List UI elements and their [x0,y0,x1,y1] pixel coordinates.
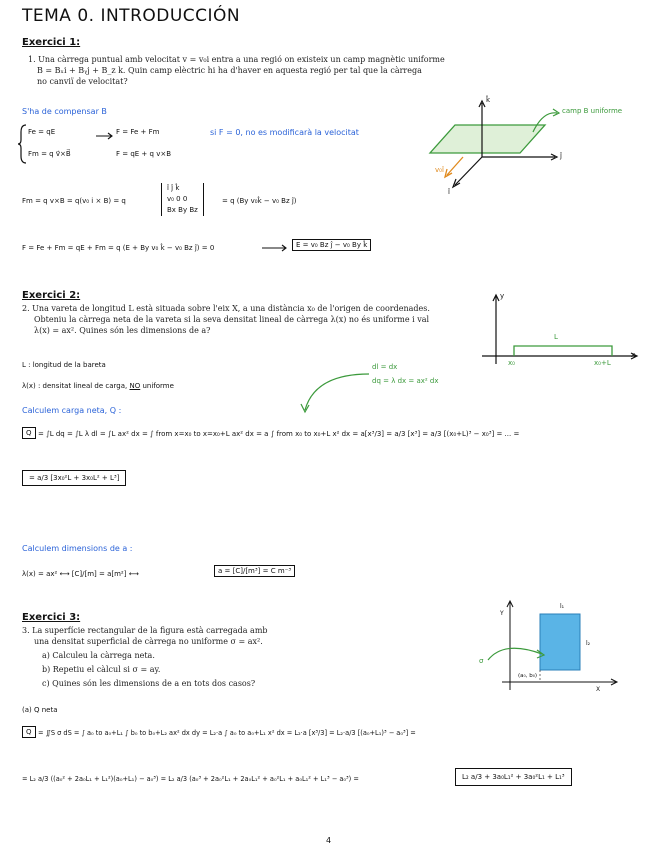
rod-length-label: L [554,333,558,341]
green-arrow-icon [295,370,375,415]
determinant-row: Bx By Bz [167,206,198,214]
exercise-3-item: c) Quines són les dimensions de a en tots dos casos? [42,679,256,688]
rod-figure [478,292,643,372]
surface-charge-equation: = ∬S σ dS = ∫ a₀ to a₀+L₁ ∫ b₀ to b₀+L₂ ax² dx dy = L₂·a ∫ a₀ to a₀+L₁ x² dx = L₂·a [x³/3] = L₂·a/3 [(a₀+L₁)³ − a₀³] = [38,729,416,737]
determinant-row: v₀ 0 0 [167,195,188,203]
surface-charge-expansion: = L₂ a/3 ((a₀² + 2a₀L₁ + L₁²)(a₀+L₁) − a₀³) = L₂ a/3 (a₀³ + 2a₀²L₁ + 2a₀L₁² + a₀²L₁ + a₀L₁² + L₁³ − a₀³) = [22,775,359,783]
page-title: TEMA 0. INTRODUCCIÓN [22,6,241,26]
density-definition-text: λ(x) : densitat lineal de carga, [22,382,128,390]
sigma-label: σ [479,657,484,665]
dimensions-heading: Calculem dimensions de a : [22,544,133,553]
figure-origin-label: (a₀, b₀) [518,673,538,679]
figure-l2-label: l₂ [586,640,591,647]
exercise-3-heading: Exercici 3: [22,612,81,623]
dimensions-result: a = [C]/[m³] = C m⁻³ [214,565,295,577]
exercise-1-statement-line: no canviï de velocitat? [37,77,128,86]
charge-q-box: Q [22,427,36,439]
total-force-1: F = Fe + Fm [116,128,160,136]
axis-j-label: ĵ [560,152,562,160]
exercise-3-statement-line: una densitat superficial de càrrega no uniforme σ = ax². [34,637,263,646]
dimensions-equation: λ(x) = ax² ⟷ [C]/[m] = a[m²] ⟷ [22,570,139,578]
density-definition-text: uniforme [142,382,174,390]
figure-y-axis-label: Y [500,610,504,617]
exercise-1-statement-line: 1. Una càrrega puntual amb velocitat v = v₀i entra a una regió on existeix un camp magnètic uniforme [28,55,445,64]
exercise-3-statement [22,625,268,689]
axis-k-label: k̂ [486,96,491,104]
fm-expansion-rhs: = q (By v₀k̂ − v₀ Bz ĵ) [222,197,297,205]
dq-relation: dq = λ dx = ax² dx [372,377,439,385]
charge-q-box: Q [22,726,36,738]
axis-y-label: y [500,292,505,300]
compensate-note: S'ha de compensar B [22,107,107,116]
exercise-3-statement-line: 3. La superfície rectangular de la figura està carregada amb [22,626,268,635]
figure-l1-label: l₁ [560,603,565,610]
density-definition [22,382,174,390]
dl-relation: dl = dx [372,363,398,371]
rectangle-figure [476,598,621,698]
exercise-3-item: b) Repetiu el càlcul si σ = ay. [42,665,161,674]
axis-x-label: x [631,351,636,359]
arrow-right-icon [96,132,116,140]
determinant [161,183,204,216]
net-charge-equation: = ∫L dq = ∫L λ dl = ∫L ax² dx = ∫ from x=x₀ to x=x₀+L ax² dx = a ∫ from x₀ to x₀+L x² dx = a[x³/3] = a/3 [x³] = a/3 [(x₀+L)³ − x₀³] = ... = [38,430,520,438]
determinant-row: î ĵ k̂ [167,184,180,192]
total-force-equation: F = Fe + Fm = qE + Fm = q (E + By v₀ k̂ − v₀ Bz ĵ) = 0 [22,244,215,252]
x0-label: x₀ [508,359,515,367]
exercise-1-statement [28,54,445,87]
electric-field-result: E = v₀ Bz ĵ − v₀ By k̂ [292,239,371,251]
fe-equation: Fe = qE [28,128,56,136]
page-number: 4 [326,836,332,845]
part-a-heading: (a) Q neta [22,706,58,714]
exercise-2-statement [22,303,430,336]
fm-expansion-lhs: Fm = q v×B = q(v₀ i × B) = q [22,197,126,205]
left-brace-icon [18,124,28,164]
figure-x-axis-label: X [596,686,601,693]
not-emphasis: NO [129,382,141,390]
exercise-2-statement-line: λ(x) = ax². Quines són les dimensions de a? [34,326,211,335]
velocity-label: v₀î [435,166,444,174]
net-charge-result: = a/3 [3x₀²L + 3x₀L² + L³] [22,470,126,486]
fm-equation: Fm = q v⃗×B⃗ [28,150,71,158]
axis-i-label: î [448,188,450,196]
uniform-field-label: camp B uniforme [562,107,623,115]
exercise-1-heading: Exercici 1: [22,37,81,48]
surface-charge-result: L₂ a/3 + 3a₀L₁² + 3a₀²L₁ + L₁³ [455,768,572,786]
net-charge-heading: Calculem carga neta, Q : [22,406,122,415]
x0-plus-l-label: x₀+L [594,359,611,367]
exercise-3-item: a) Calculeu la càrrega neta. [42,651,155,660]
exercise-2-statement-line: Obteniu la càrrega neta de la vareta si la seva densitat lineal de càrrega λ(x) no és uniforme i val [34,315,430,324]
exercise-2-heading: Exercici 2: [22,290,81,301]
rod-length-definition: L : longitud de la bareta [22,361,106,369]
total-force-2: F = qE + q v×B [116,150,172,158]
arrow-right-icon [262,244,290,252]
zero-force-note: si F = 0, no es modificarà la velocitat [210,128,359,137]
exercise-1-statement-line: B = Bₓi + Bᵧj + B_z k. Quin camp elèctric hi ha d'haver en aquesta regió per tal que la càrrega [37,66,422,75]
exercise-2-statement-line: 2. Una vareta de longitud L està situada sobre l'eix X, a una distància x₀ de l'origen de coordenades. [22,304,430,313]
